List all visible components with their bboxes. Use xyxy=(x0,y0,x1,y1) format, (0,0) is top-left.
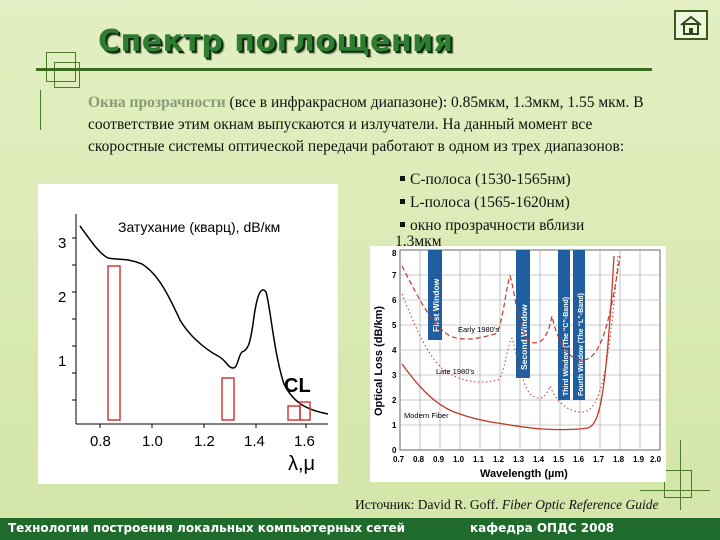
svg-text:1.7: 1.7 xyxy=(593,455,605,464)
source-citation xyxy=(355,497,658,513)
chart-title: Затухание (кварц), dB/км xyxy=(118,219,281,235)
window-label: Fourth Window (The “L”-Band) xyxy=(578,293,585,396)
decor-square xyxy=(664,470,692,498)
x-tick-label: 0.8 xyxy=(90,433,111,450)
window-first xyxy=(108,266,120,420)
svg-text:1.6: 1.6 xyxy=(573,455,585,464)
x-axis-label: λ,μ xyxy=(288,453,316,475)
window-label: Second Window xyxy=(519,304,529,370)
svg-text:2.0: 2.0 xyxy=(650,455,662,464)
svg-text:1.2: 1.2 xyxy=(493,455,505,464)
svg-text:8: 8 xyxy=(392,249,397,258)
x-tick-labels xyxy=(393,455,662,464)
x-tick-label: 1.0 xyxy=(142,433,163,450)
svg-text:1.8: 1.8 xyxy=(613,455,625,464)
svg-text:7: 7 xyxy=(392,271,397,280)
svg-text:3: 3 xyxy=(392,371,397,380)
attenuation-chart xyxy=(38,184,338,484)
svg-text:1.1: 1.1 xyxy=(473,455,485,464)
svg-text:0.9: 0.9 xyxy=(433,455,445,464)
svg-text:1.5: 1.5 xyxy=(553,455,565,464)
x-tick-label: 1.6 xyxy=(294,433,315,450)
list-item: окно прозрачности вблизи xyxy=(400,214,680,237)
attenuation-chart-panel xyxy=(38,184,338,484)
source-title: Fiber Optic Reference Guide xyxy=(501,497,659,512)
curve-label: Early 1980's xyxy=(458,325,500,334)
transparency-windows-term: Окна прозрачности xyxy=(88,94,226,111)
footer-bar xyxy=(0,518,720,540)
home-button[interactable] xyxy=(674,10,708,40)
list-item: C-полоса (1530-1565нм) xyxy=(400,168,680,191)
page-title: Спектр поглощения xyxy=(98,24,454,59)
y-tick-labels xyxy=(392,249,397,455)
svg-text:1.9: 1.9 xyxy=(633,455,645,464)
curve-label: Modern Fiber xyxy=(404,411,449,420)
intro-text: (все в инфракрасном диапазоне): 0.85мкм, 1.3мкм, 1.55 мкм. В соответствие этим окнам выпускаются и излучатели. На данный момент все скоростные системы оптической передачи работают в одном из трех диапазонов: xyxy=(88,94,644,155)
x-axis-label: Wavelength (µm) xyxy=(480,468,568,480)
svg-text:6: 6 xyxy=(392,296,397,305)
svg-text:1.4: 1.4 xyxy=(533,455,545,464)
footer-department: кафедра ОПДС 2008 xyxy=(470,521,615,535)
x-tick-label: 1.4 xyxy=(244,433,265,450)
y-tick-label: 2 xyxy=(58,289,67,306)
svg-text:1.0: 1.0 xyxy=(453,455,465,464)
title-divider xyxy=(36,68,652,71)
svg-text:5: 5 xyxy=(392,321,397,330)
curve-label: Late 1980's xyxy=(436,367,475,376)
y-tick-label: 1 xyxy=(58,353,67,370)
decor-line xyxy=(40,90,41,130)
decor-line xyxy=(680,440,681,510)
svg-text:1.3: 1.3 xyxy=(513,455,525,464)
window-second xyxy=(222,378,234,420)
source-prefix: Источник: David R. Goff. xyxy=(355,497,502,512)
svg-text:2: 2 xyxy=(392,396,397,405)
svg-text:1: 1 xyxy=(392,421,397,430)
y-ticks xyxy=(72,238,76,400)
list-item-continuation: 1.3мкм xyxy=(395,233,442,250)
optical-loss-chart xyxy=(370,246,666,482)
window-label: Third Window (The “C”-Band) xyxy=(563,296,570,396)
footer-course: Технологии построения локальных компьютерных сетей xyxy=(8,521,406,535)
intro-paragraph xyxy=(88,92,668,158)
decor-square xyxy=(54,62,80,88)
cl-annotation: CL xyxy=(284,375,311,397)
window-third xyxy=(288,406,300,420)
svg-text:4: 4 xyxy=(392,346,397,355)
window-label: First Window xyxy=(431,278,441,332)
y-tick-label: 3 xyxy=(58,235,67,252)
x-tick-label: 1.2 xyxy=(194,433,215,450)
svg-text:0.8: 0.8 xyxy=(413,455,425,464)
decor-line xyxy=(640,490,710,491)
svg-text:0: 0 xyxy=(392,446,397,455)
home-icon xyxy=(679,15,703,35)
list-item: L-полоса (1565-1620нм) xyxy=(400,191,680,214)
y-axis-label: Optical Loss (dB/km) xyxy=(373,305,385,416)
optical-loss-chart-panel xyxy=(370,246,666,482)
band-list xyxy=(400,168,680,237)
x-ticks xyxy=(100,424,306,428)
svg-text:0.7: 0.7 xyxy=(393,455,405,464)
